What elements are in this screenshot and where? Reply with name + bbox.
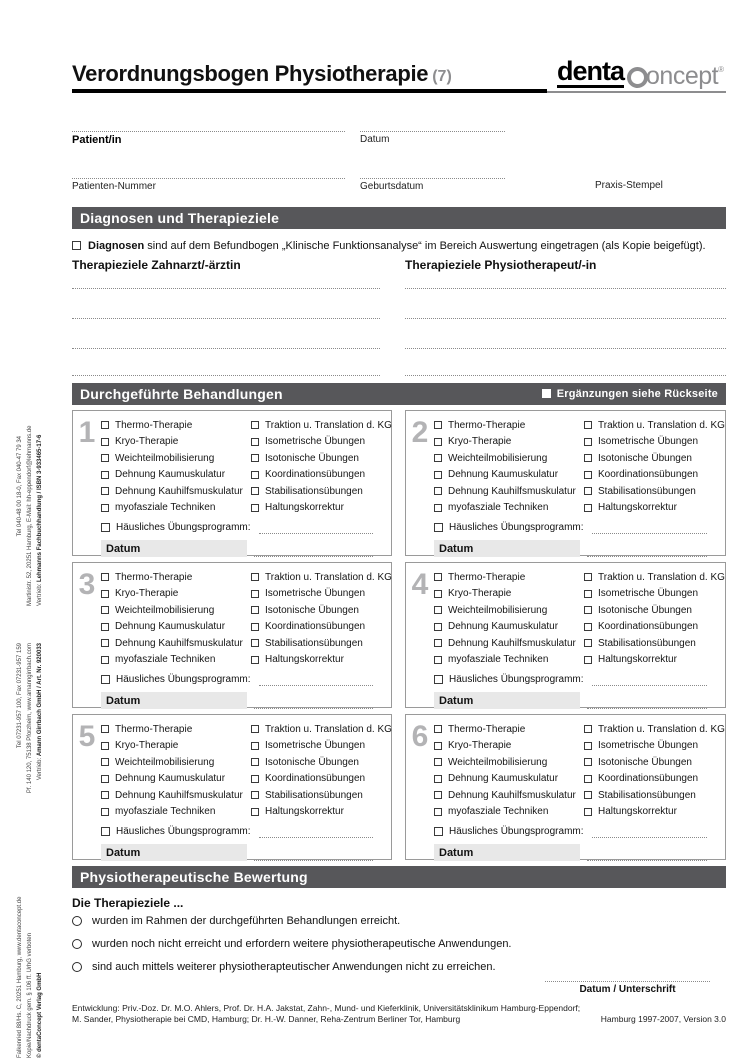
page-title: Verordnungsbogen Physiotherapie: [72, 60, 429, 86]
treatment-label: Isometrische Übungen: [598, 740, 699, 752]
home-program-checkbox[interactable]: [434, 523, 443, 532]
treatment-label: Traktion u. Translation d. KG: [598, 571, 725, 583]
option-label: sind auch mittels weiterer physiotherapteutischer Anwendungen nicht zu erreichen.: [92, 961, 496, 974]
treatment-box-number: 6: [411, 719, 429, 753]
datum-write-line[interactable]: [587, 697, 707, 709]
treatment-label: Dehnung Kauhilfsmuskulatur: [115, 637, 243, 649]
treatment-checkbox[interactable]: [434, 471, 442, 479]
treatment-label: Isotonische Übungen: [598, 604, 692, 616]
treatment-checkbox[interactable]: [101, 487, 109, 495]
treatment-checkbox[interactable]: [251, 656, 259, 664]
datum-write-line[interactable]: [587, 849, 707, 861]
treatment-checkbox[interactable]: [584, 725, 592, 733]
treatment-label: Traktion u. Translation d. KG: [265, 723, 392, 735]
treatment-label: Stabilisationsübungen: [265, 485, 363, 497]
home-program-write-line[interactable]: [259, 522, 373, 534]
ergaenzungen-checkbox[interactable]: [542, 389, 551, 398]
treatment-label: Thermo-Therapie: [115, 419, 193, 431]
treatment-checkbox[interactable]: [101, 504, 109, 512]
version-info: Hamburg 1997-2007, Version 3.0: [600, 1013, 726, 1024]
treatment-checkbox[interactable]: [251, 590, 259, 598]
treatment-label: myofasziale Techniken: [115, 502, 216, 514]
praxis-stamp-area[interactable]: Praxis-Stempel: [595, 179, 663, 191]
treatment-checkbox[interactable]: [251, 639, 259, 647]
datum-write-line[interactable]: [254, 697, 373, 709]
treatment-checkbox[interactable]: [251, 725, 259, 733]
datum-write-line[interactable]: [587, 545, 707, 557]
treatment-checkbox[interactable]: [434, 775, 442, 783]
treatment-label: Isometrische Übungen: [265, 436, 366, 448]
treatment-label: Koordinationsübungen: [265, 469, 366, 481]
section-title: Diagnosen und Therapieziele: [80, 209, 280, 226]
treatment-label: Koordinationsübungen: [598, 621, 699, 633]
treatment-checkbox[interactable]: [434, 573, 442, 581]
therapy-goal-line[interactable]: [72, 349, 380, 376]
treatment-label: myofasziale Techniken: [448, 654, 549, 666]
treatment-checkbox[interactable]: [434, 438, 442, 446]
treatment-checkbox[interactable]: [251, 471, 259, 479]
datum-label-bar: Datum: [101, 692, 247, 709]
treatment-label: Traktion u. Translation d. KG: [265, 571, 392, 583]
treatment-checkbox[interactable]: [251, 487, 259, 495]
treatment-checkbox[interactable]: [584, 791, 592, 799]
treatment-label: Dehnung Kaumuskulatur: [448, 469, 559, 481]
therapy-goal-line[interactable]: [72, 319, 380, 349]
treatment-box: [405, 562, 726, 708]
treatment-label: Isotonische Übungen: [598, 452, 692, 464]
home-program-label: Häusliches Übungsprogramm:: [449, 826, 584, 838]
treatment-label: Thermo-Therapie: [448, 723, 526, 735]
treatment-checkbox[interactable]: [584, 808, 592, 816]
home-program-checkbox[interactable]: [101, 675, 110, 684]
treatment-box-number: 1: [78, 415, 96, 449]
datum-label-bar: Datum: [434, 844, 580, 861]
treatment-label: Isometrische Übungen: [265, 588, 366, 600]
treatment-checkbox[interactable]: [251, 606, 259, 614]
treatment-checkbox[interactable]: [101, 758, 109, 766]
treatment-box: [405, 714, 726, 860]
treatment-checkbox[interactable]: [584, 775, 592, 783]
treatment-label: Thermo-Therapie: [115, 571, 193, 583]
home-program-label: Häusliches Übungsprogramm:: [449, 522, 584, 534]
treatment-label: Koordinationsübungen: [598, 469, 699, 481]
date-signature-field[interactable]: Datum / Unterschrift: [545, 981, 710, 995]
option-label: wurden noch nicht erreicht und erfordern weitere physiotherapeutische Anwendungen.: [92, 938, 512, 951]
treatment-checkbox[interactable]: [251, 791, 259, 799]
treatment-label: Koordinationsübungen: [265, 621, 366, 633]
option-label: wurden im Rahmen der durchgeführten Behandlungen erreicht.: [92, 915, 401, 928]
treatment-checkbox[interactable]: [251, 454, 259, 462]
treatment-label: Stabilisationsübungen: [598, 637, 696, 649]
treatment-checkbox[interactable]: [101, 791, 109, 799]
treatment-label: Dehnung Kauhilfsmuskulatur: [115, 485, 243, 497]
treatment-box-number: 5: [78, 719, 96, 753]
treatment-label: Dehnung Kaumuskulatur: [115, 773, 226, 785]
treatment-label: myofasziale Techniken: [448, 502, 549, 514]
treatment-label: Stabilisationsübungen: [265, 637, 363, 649]
treatment-checkbox[interactable]: [434, 725, 442, 733]
form-number: (7): [432, 67, 452, 85]
treatment-checkbox[interactable]: [584, 623, 592, 631]
therapy-goal-line[interactable]: [72, 289, 380, 319]
treatment-checkbox[interactable]: [101, 421, 109, 429]
treatment-checkbox[interactable]: [101, 573, 109, 581]
treatment-label: Isotonische Übungen: [265, 452, 359, 464]
treatment-label: Thermo-Therapie: [115, 723, 193, 735]
treatment-label: Kryo-Therapie: [448, 588, 512, 600]
birthdate-field[interactable]: Geburtsdatum: [360, 178, 505, 192]
treatment-label: Traktion u. Translation d. KG: [598, 419, 725, 431]
home-program-write-line[interactable]: [259, 826, 373, 838]
treatment-label: myofasziale Techniken: [115, 806, 216, 818]
treatment-checkbox[interactable]: [434, 590, 442, 598]
treatment-checkbox[interactable]: [101, 656, 109, 664]
section-title: Durchgeführte Behandlungen: [80, 385, 283, 402]
treatment-label: Isometrische Übungen: [598, 588, 699, 600]
treatment-label: Dehnung Kauhilfsmuskulatur: [448, 789, 576, 801]
datum-write-line[interactable]: [254, 849, 373, 861]
treatment-checkbox[interactable]: [584, 590, 592, 598]
treatment-label: Weichteilmobilisierung: [448, 452, 548, 464]
treatment-label: Weichteilmobilisierung: [115, 452, 215, 464]
development-credits: Entwicklung: Priv.-Doz. Dr. M.O. Ahlers, Prof. Dr. H.A. Jakstat, Zahn-, Mund- und Kieferklinik, Universitätsklinikum Hamburg-Eppendorf; M. Sander, Physiotherapie bei CMD, Hamburg; Dr. H.-W. Danner, Reha-Zentrum Berliner Tor, Hamburg: [72, 1002, 581, 1024]
treatment-checkbox[interactable]: [101, 775, 109, 783]
treatment-box: [72, 562, 392, 708]
treatment-label: Dehnung Kaumuskulatur: [448, 621, 559, 633]
goals-header-physio: Therapieziele Physiotherapeut/-in: [405, 257, 597, 272]
treatment-label: myofasziale Techniken: [448, 806, 549, 818]
imprint-dentaconcept-verlag: © dentaConcept Verlag GmbH Kopie/Nachdruck gem. § 106 ff. UrhG verboten Falkenried 88/Hs. C, 20251 Hamburg, www.dentaconcept.de: [17, 896, 43, 1058]
home-program-label: Häusliches Übungsprogramm:: [116, 826, 251, 838]
treatment-checkbox[interactable]: [101, 639, 109, 647]
treatment-label: Haltungskorrektur: [598, 806, 677, 818]
treatment-label: Isotonische Übungen: [265, 604, 359, 616]
treatment-checkbox[interactable]: [101, 438, 109, 446]
treatment-label: Dehnung Kaumuskulatur: [115, 621, 226, 633]
treatment-checkbox[interactable]: [101, 725, 109, 733]
treatment-box-number: 4: [411, 567, 429, 601]
treatment-checkbox[interactable]: [584, 656, 592, 664]
treatment-checkbox[interactable]: [434, 623, 442, 631]
treatment-label: Haltungskorrektur: [265, 654, 344, 666]
treatment-checkbox[interactable]: [584, 573, 592, 581]
home-program-label: Häusliches Übungsprogramm:: [116, 674, 251, 686]
logo-denta-text: denta: [557, 56, 625, 86]
treatment-checkbox[interactable]: [434, 791, 442, 799]
treatment-checkbox[interactable]: [584, 504, 592, 512]
therapy-goal-line[interactable]: [405, 289, 726, 319]
treatment-checkbox[interactable]: [251, 623, 259, 631]
date-field[interactable]: Datum: [360, 131, 505, 146]
treatment-label: Traktion u. Translation d. KG: [598, 723, 725, 735]
treatment-checkbox[interactable]: [434, 421, 442, 429]
section-title: Physiotherapeutische Bewertung: [80, 868, 308, 885]
treatment-checkbox[interactable]: [101, 471, 109, 479]
treatment-label: Stabilisationsübungen: [265, 789, 363, 801]
datum-label-bar: Datum: [101, 540, 247, 557]
treatment-label: Haltungskorrektur: [265, 502, 344, 514]
imprint-lehmanns: Vertrieb: Lehmanns Fachbuchhandlung / ISBN 3-933465-17-6 Martinistr. 52, 20251 Hamburg, E-Mail: hh-eppendorf@lehmanns.de Tel 040-48 00 18-0, Fax 040-47 79 34: [17, 425, 43, 606]
treatment-box-number: 3: [78, 567, 96, 601]
section-bar-behandlungen: [72, 383, 726, 405]
home-program-checkbox[interactable]: [434, 827, 443, 836]
goals-unreachable-radio[interactable]: [72, 962, 82, 972]
treatment-label: Dehnung Kaumuskulatur: [115, 469, 226, 481]
treatment-checkbox[interactable]: [434, 487, 442, 495]
treatment-checkbox[interactable]: [434, 742, 442, 750]
evaluation-intro: Die Therapieziele ...: [72, 895, 184, 910]
treatment-label: Isometrische Übungen: [598, 436, 699, 448]
treatment-checkbox[interactable]: [251, 504, 259, 512]
treatment-checkbox[interactable]: [101, 623, 109, 631]
treatment-checkbox[interactable]: [584, 742, 592, 750]
treatment-boxes-grid: [72, 410, 726, 860]
treatment-checkbox[interactable]: [101, 590, 109, 598]
treatment-checkbox[interactable]: [251, 758, 259, 766]
therapy-goal-line[interactable]: [405, 349, 726, 376]
home-program-checkbox[interactable]: [434, 675, 443, 684]
treatment-label: Stabilisationsübungen: [598, 789, 696, 801]
treatment-box: [72, 410, 392, 556]
treatment-label: Stabilisationsübungen: [598, 485, 696, 497]
treatment-checkbox[interactable]: [251, 421, 259, 429]
home-program-write-line[interactable]: [259, 674, 373, 686]
logo-c-ring-icon: [627, 67, 648, 88]
home-program-write-line[interactable]: [592, 522, 707, 534]
treatment-checkbox[interactable]: [101, 454, 109, 462]
treatment-label: Traktion u. Translation d. KG: [265, 419, 392, 431]
treatment-label: Koordinationsübungen: [598, 773, 699, 785]
home-program-checkbox[interactable]: [101, 523, 110, 532]
home-program-checkbox[interactable]: [101, 827, 110, 836]
treatment-label: Kryo-Therapie: [448, 436, 512, 448]
treatment-label: Weichteilmobilisierung: [448, 604, 548, 616]
treatment-checkbox[interactable]: [434, 758, 442, 766]
therapy-goal-line[interactable]: [405, 272, 726, 289]
treatment-label: Isotonische Übungen: [265, 756, 359, 768]
treatment-label: Haltungskorrektur: [598, 654, 677, 666]
treatment-box: [72, 714, 392, 860]
treatment-checkbox[interactable]: [584, 438, 592, 446]
section-bar-bewertung: [72, 866, 726, 888]
treatment-label: Isotonische Übungen: [598, 756, 692, 768]
treatment-label: Koordinationsübungen: [265, 773, 366, 785]
dentaconcept-logo: [547, 56, 726, 93]
goals-not-yet-reached-radio[interactable]: [72, 939, 82, 949]
form-header: [72, 56, 726, 93]
imprint-amann-girrbach: Vertrieb: Amann Girrbach GmbH / Art. Nr. 920033 Pf. 140 120, 75138 Pforzheim, www.amanngirrbach.com Tel 07231-957 100, Fax 07231-957 159: [17, 643, 43, 794]
treatment-checkbox[interactable]: [434, 639, 442, 647]
treatment-checkbox[interactable]: [251, 573, 259, 581]
treatment-checkbox[interactable]: [101, 808, 109, 816]
patient-number-field[interactable]: Patienten-Nummer: [72, 178, 345, 192]
registered-trademark-icon: ®: [718, 64, 724, 74]
treatment-checkbox[interactable]: [251, 808, 259, 816]
treatment-checkbox[interactable]: [251, 438, 259, 446]
treatment-label: Isometrische Übungen: [265, 740, 366, 752]
treatment-label: Haltungskorrektur: [265, 806, 344, 818]
diagnosen-statement: Diagnosen sind auf dem Befundbogen „Klinische Funktionsanalyse“ im Bereich Auswertung eingetragen (als Kopie beigefügt).: [88, 239, 706, 252]
treatment-checkbox[interactable]: [434, 808, 442, 816]
home-program-write-line[interactable]: [592, 826, 707, 838]
goals-reached-radio[interactable]: [72, 916, 82, 926]
treatment-checkbox[interactable]: [584, 421, 592, 429]
treatment-checkbox[interactable]: [584, 487, 592, 495]
treatment-label: Kryo-Therapie: [115, 436, 179, 448]
treatment-checkbox[interactable]: [434, 656, 442, 664]
treatment-label: Dehnung Kauhilfsmuskulatur: [115, 789, 243, 801]
therapy-goal-line[interactable]: [405, 319, 726, 349]
therapy-goal-line[interactable]: [72, 272, 380, 289]
datum-label-bar: Datum: [101, 844, 247, 861]
treatment-label: Weichteilmobilisierung: [115, 756, 215, 768]
treatment-label: Dehnung Kaumuskulatur: [448, 773, 559, 785]
treatment-checkbox[interactable]: [584, 606, 592, 614]
treatment-label: Weichteilmobilisierung: [115, 604, 215, 616]
treatment-checkbox[interactable]: [584, 454, 592, 462]
treatment-checkbox[interactable]: [434, 606, 442, 614]
ergaenzungen-label: Ergänzungen siehe Rückseite: [556, 387, 718, 400]
home-program-write-line[interactable]: [592, 674, 707, 686]
treatment-checkbox[interactable]: [251, 775, 259, 783]
treatment-checkbox[interactable]: [251, 742, 259, 750]
home-program-label: Häusliches Übungsprogramm:: [449, 674, 584, 686]
treatment-label: Kryo-Therapie: [115, 588, 179, 600]
diagnosen-checkbox[interactable]: [72, 241, 81, 250]
treatment-label: Weichteilmobilisierung: [448, 756, 548, 768]
treatment-checkbox[interactable]: [584, 471, 592, 479]
treatment-label: myofasziale Techniken: [115, 654, 216, 666]
treatment-label: Kryo-Therapie: [115, 740, 179, 752]
datum-write-line[interactable]: [254, 545, 373, 557]
treatment-label: Haltungskorrektur: [598, 502, 677, 514]
treatment-checkbox[interactable]: [101, 606, 109, 614]
goals-header-dentist: Therapieziele Zahnarzt/-ärztin: [72, 257, 241, 272]
datum-label-bar: Datum: [434, 692, 580, 709]
home-program-label: Häusliches Übungsprogramm:: [116, 522, 251, 534]
treatment-box-number: 2: [411, 415, 429, 449]
patient-name-field[interactable]: Patient/in: [72, 131, 345, 146]
section-bar-diagnosen: [72, 207, 726, 229]
treatment-checkbox[interactable]: [101, 742, 109, 750]
treatment-checkbox[interactable]: [584, 639, 592, 647]
logo-oncept-text: oncept: [646, 62, 719, 91]
treatment-checkbox[interactable]: [584, 758, 592, 766]
treatment-label: Thermo-Therapie: [448, 571, 526, 583]
treatment-label: Dehnung Kauhilfsmuskulatur: [448, 637, 576, 649]
treatment-box: [405, 410, 726, 556]
treatment-label: Thermo-Therapie: [448, 419, 526, 431]
treatment-checkbox[interactable]: [434, 504, 442, 512]
treatment-label: Kryo-Therapie: [448, 740, 512, 752]
treatment-label: Dehnung Kauhilfsmuskulatur: [448, 485, 576, 497]
datum-label-bar: Datum: [434, 540, 580, 557]
treatment-checkbox[interactable]: [434, 454, 442, 462]
